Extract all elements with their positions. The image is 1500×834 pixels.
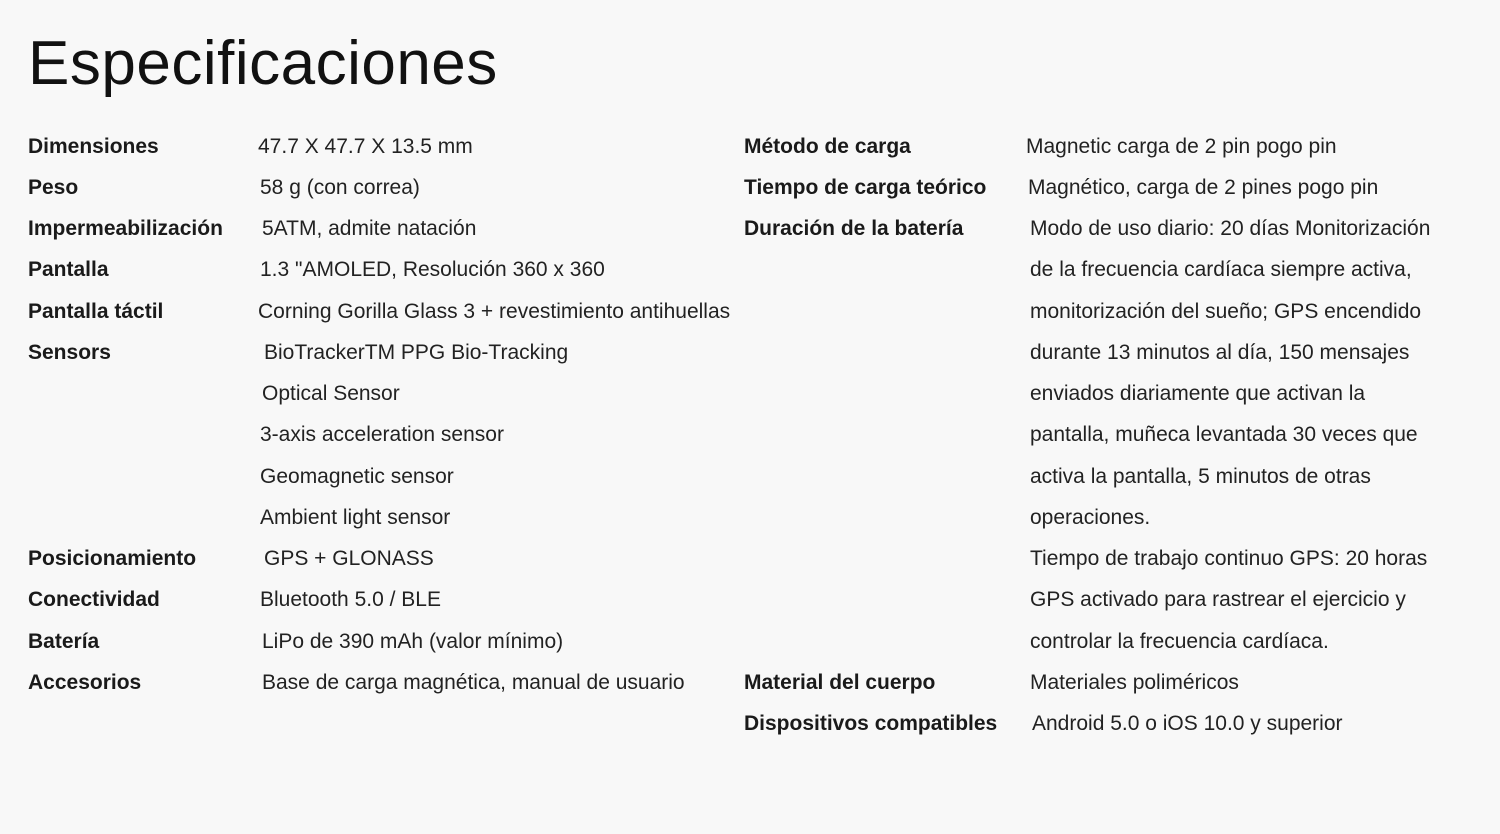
spec-value-duracion-line: activa la pantalla, 5 minutos de otras bbox=[1030, 465, 1371, 488]
spec-value-impermeabilizacion: 5ATM, admite natación bbox=[262, 217, 477, 240]
spec-label-sensors: Sensors bbox=[28, 341, 111, 364]
spec-label-conectividad: Conectividad bbox=[28, 588, 160, 611]
spec-value-pantalla: 1.3 "AMOLED, Resolución 360 x 360 bbox=[260, 258, 605, 281]
spec-value-pantalla-tactil: Corning Gorilla Glass 3 + revestimiento antihuellas bbox=[258, 300, 731, 323]
spec-label-duracion-bateria: Duración de la batería bbox=[744, 217, 964, 240]
spec-value-material-del-cuerpo: Materiales poliméricos bbox=[1030, 671, 1239, 694]
spec-value-bateria: LiPo de 390 mAh (valor mínimo) bbox=[262, 630, 564, 653]
spec-label-pantalla: Pantalla bbox=[28, 258, 109, 281]
spec-value-sensor-ambient-light: Ambient light sensor bbox=[260, 506, 451, 529]
spec-value-sensor-acceleration: 3-axis acceleration sensor bbox=[260, 423, 504, 446]
spec-value-tiempo-de-carga: Magnético, carga de 2 pines pogo pin bbox=[1028, 176, 1379, 199]
spec-label-dispositivos-compatibles: Dispositivos compatibles bbox=[744, 712, 998, 735]
spec-label-material-del-cuerpo: Material del cuerpo bbox=[744, 671, 936, 694]
spec-value-duracion-line: Modo de uso diario: 20 días Monitorización bbox=[1030, 217, 1431, 240]
spec-label-pantalla-tactil: Pantalla táctil bbox=[28, 300, 164, 323]
spec-value-duracion-line: durante 13 minutos al día, 150 mensajes bbox=[1030, 341, 1410, 364]
spec-value-duracion-line: monitorización del sueño; GPS encendido bbox=[1030, 300, 1422, 323]
spec-value-sensor-geomagnetic: Geomagnetic sensor bbox=[260, 465, 454, 488]
spec-value-posicionamiento: GPS + GLONASS bbox=[264, 547, 434, 570]
spec-label-peso: Peso bbox=[28, 176, 79, 199]
spec-value-duracion-line: de la frecuencia cardíaca siempre activa, bbox=[1030, 258, 1412, 281]
spec-label-dimensiones: Dimensiones bbox=[28, 135, 159, 158]
spec-value-accesorios: Base de carga magnética, manual de usuario bbox=[262, 671, 685, 694]
spec-label-accesorios: Accesorios bbox=[28, 671, 142, 694]
spec-value-sensor-ppg: BioTrackerTM PPG Bio-Tracking bbox=[264, 341, 569, 364]
spec-label-bateria: Batería bbox=[28, 630, 100, 653]
spec-label-tiempo-de-carga: Tiempo de carga teórico bbox=[744, 176, 987, 199]
spec-value-sensor-optical: Optical Sensor bbox=[262, 382, 400, 405]
spec-value-duracion-line: enviados diariamente que activan la bbox=[1030, 382, 1366, 405]
page-title: Especificaciones bbox=[28, 29, 498, 98]
spec-value-peso: 58 g (con correa) bbox=[260, 176, 420, 199]
spec-value-duracion-line: Tiempo de trabajo continuo GPS: 20 horas bbox=[1030, 547, 1428, 570]
spec-label-metodo-de-carga: Método de carga bbox=[744, 135, 911, 158]
spec-value-duracion-line: controlar la frecuencia cardíaca. bbox=[1030, 630, 1329, 653]
spec-value-dimensiones: 47.7 X 47.7 X 13.5 mm bbox=[258, 135, 473, 158]
spec-value-conectividad: Bluetooth 5.0 / BLE bbox=[260, 588, 441, 611]
spec-value-duracion-line: pantalla, muñeca levantada 30 veces que bbox=[1030, 423, 1418, 446]
spec-value-duracion-line: GPS activado para rastrear el ejercicio y bbox=[1030, 588, 1406, 611]
spec-value-duracion-line: operaciones. bbox=[1030, 506, 1151, 529]
spec-label-impermeabilizacion: Impermeabilización bbox=[28, 217, 223, 240]
spec-label-posicionamiento: Posicionamiento bbox=[28, 547, 197, 570]
spec-value-metodo-de-carga: Magnetic carga de 2 pin pogo pin bbox=[1026, 135, 1337, 158]
spec-value-dispositivos-compatibles: Android 5.0 o iOS 10.0 y superior bbox=[1032, 712, 1343, 735]
